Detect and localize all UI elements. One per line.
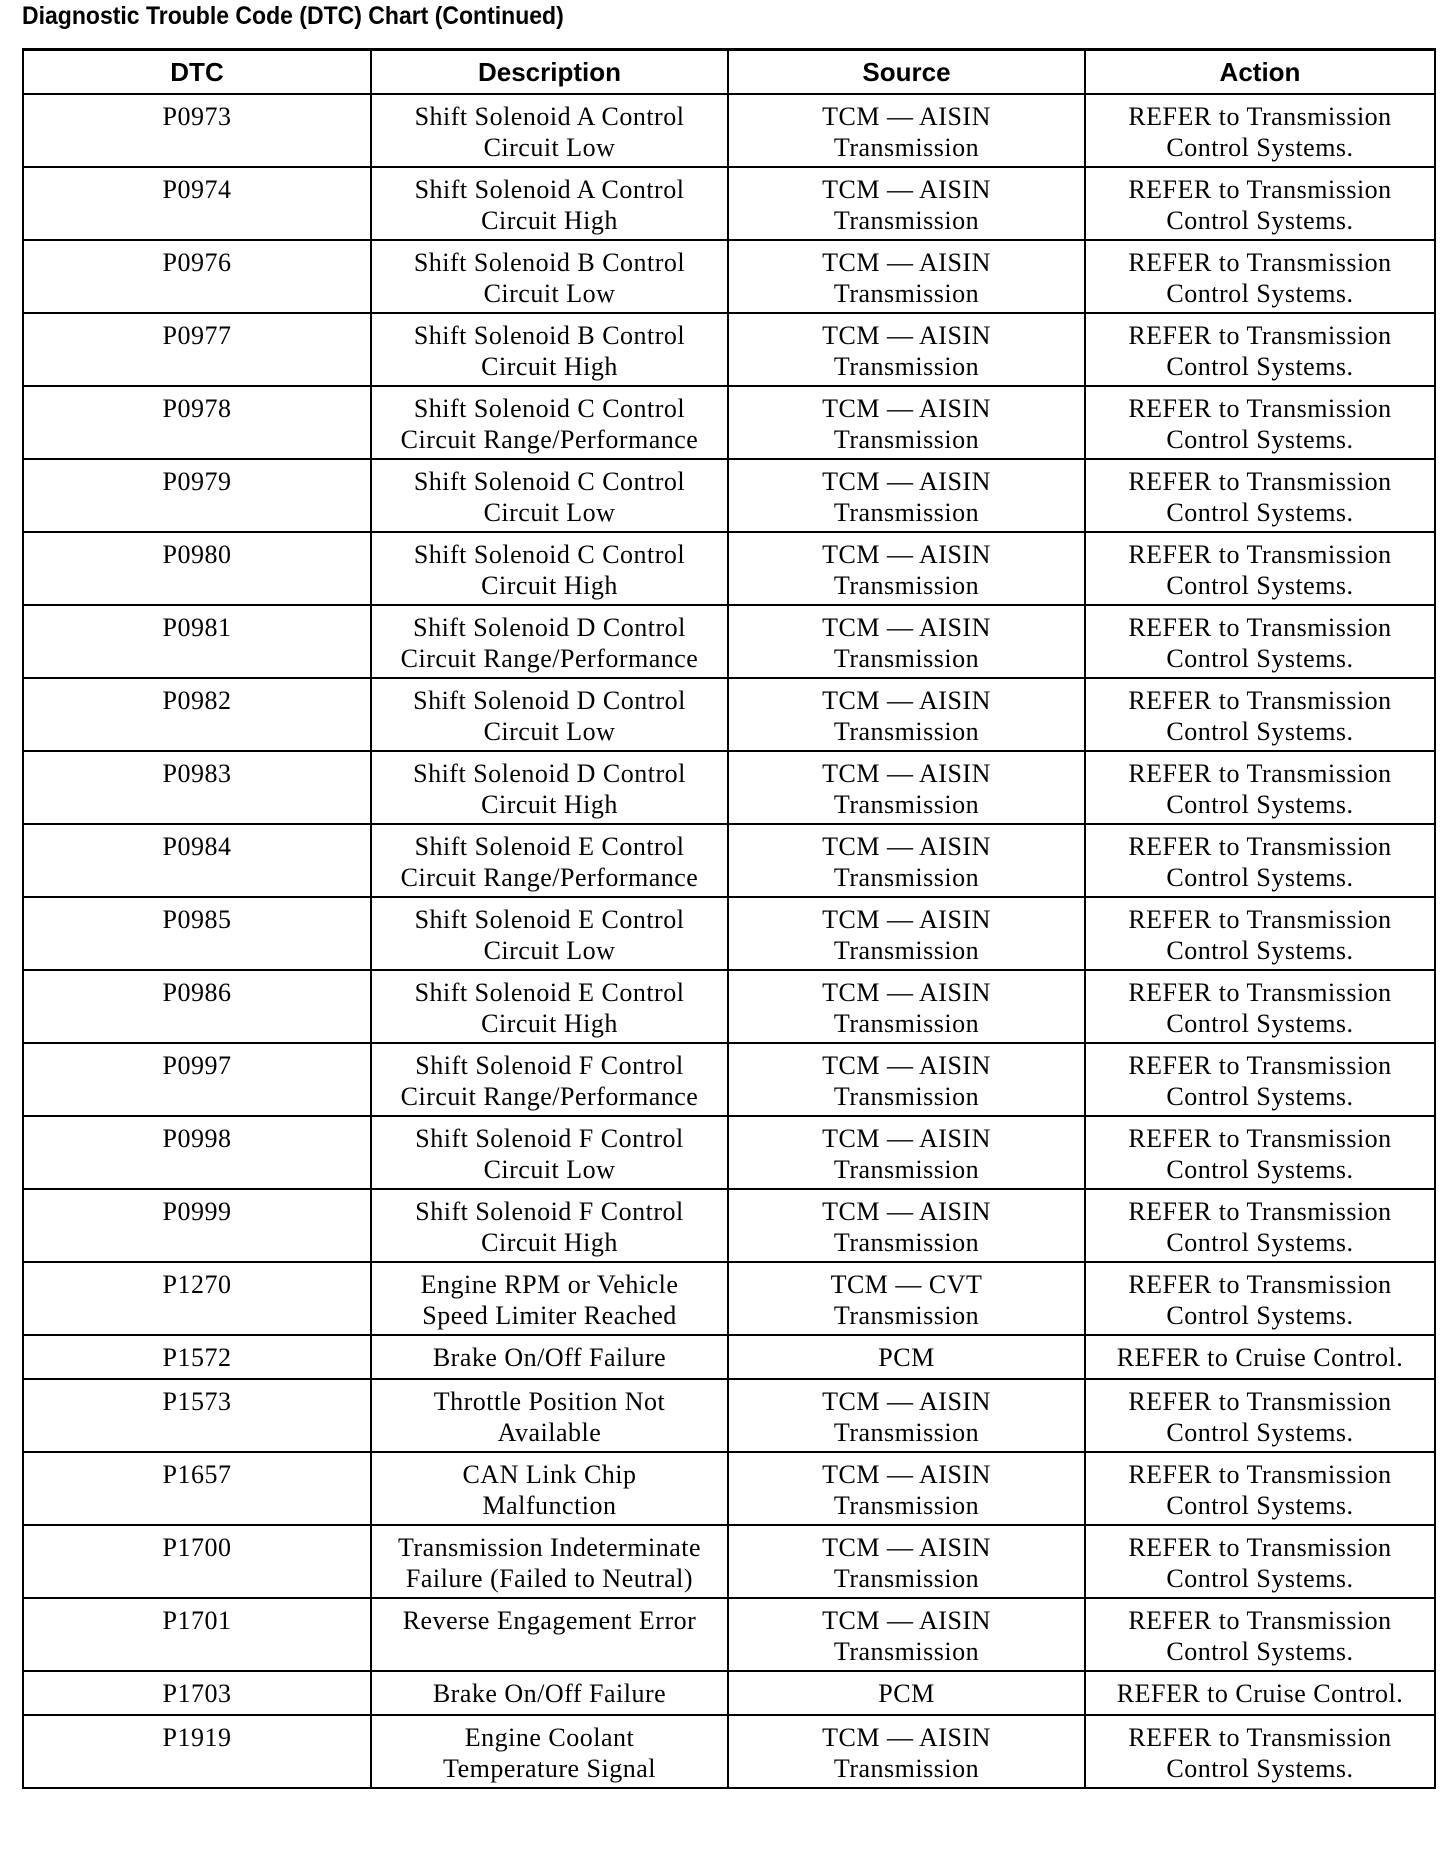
- dtc-action-line: Control Systems.: [1166, 790, 1354, 819]
- dtc-action-line: REFER to Transmission: [1128, 1723, 1392, 1752]
- dtc-source-line: Transmission: [833, 1491, 980, 1520]
- dtc-action-line: Control Systems.: [1166, 206, 1354, 235]
- dtc-action: [1085, 1262, 1435, 1335]
- dtc-source-line: TCM — AISIN: [822, 540, 991, 569]
- dtc-source-line: PCM: [878, 1343, 935, 1372]
- dtc-action-line: Control Systems.: [1166, 1301, 1354, 1330]
- dtc-code: P1270: [23, 1262, 371, 1335]
- dtc-description: [371, 1525, 728, 1598]
- dtc-action-line: REFER to Transmission: [1128, 102, 1392, 131]
- dtc-description-line: Circuit High: [481, 1009, 618, 1038]
- dtc-action-line: REFER to Transmission: [1128, 175, 1392, 204]
- dtc-code: P1657: [23, 1452, 371, 1525]
- dtc-code: P1701: [23, 1598, 371, 1671]
- dtc-action-line: REFER to Transmission: [1128, 1124, 1392, 1153]
- dtc-source-line: Transmission: [833, 1637, 980, 1666]
- dtc-description-line: Shift Solenoid F Control: [415, 1197, 684, 1226]
- table-row: [23, 94, 1435, 167]
- dtc-action: [1085, 1525, 1435, 1598]
- header-action: Action: [1085, 50, 1435, 95]
- table-row: [23, 1189, 1435, 1262]
- dtc-description-line: Shift Solenoid E Control: [414, 978, 685, 1007]
- dtc-description: [371, 824, 728, 897]
- dtc-code: P0976: [23, 240, 371, 313]
- dtc-description: [371, 1262, 728, 1335]
- dtc-action-line: Control Systems.: [1166, 498, 1354, 527]
- dtc-code: P0978: [23, 386, 371, 459]
- dtc-action-line: Control Systems.: [1166, 1564, 1354, 1593]
- dtc-code: P0973: [23, 94, 371, 167]
- dtc-source-line: Transmission: [833, 133, 980, 162]
- dtc-description-line: Circuit Low: [483, 936, 616, 965]
- dtc-source: [728, 1335, 1085, 1379]
- dtc-source-line: TCM — AISIN: [822, 1124, 991, 1153]
- dtc-source: [728, 1043, 1085, 1116]
- dtc-description-line: Circuit Range/Performance: [400, 863, 699, 892]
- table-row: [23, 1043, 1435, 1116]
- table-row: [23, 678, 1435, 751]
- dtc-source: [728, 240, 1085, 313]
- dtc-description-line: Shift Solenoid A Control: [414, 102, 685, 131]
- dtc-description-line: Circuit Low: [483, 498, 616, 527]
- dtc-source-line: Transmission: [833, 1301, 980, 1330]
- table-row: [23, 1598, 1435, 1671]
- dtc-source: [728, 970, 1085, 1043]
- table-row: [23, 532, 1435, 605]
- dtc-source-line: Transmission: [833, 498, 980, 527]
- dtc-action-line: Control Systems.: [1166, 425, 1354, 454]
- dtc-source-line: Transmission: [833, 863, 980, 892]
- dtc-source-line: TCM — AISIN: [822, 1460, 991, 1489]
- dtc-action-line: REFER to Transmission: [1128, 978, 1392, 1007]
- dtc-description-line: Shift Solenoid F Control: [415, 1124, 684, 1153]
- table-row: [23, 1262, 1435, 1335]
- dtc-action-line: Control Systems.: [1166, 279, 1354, 308]
- dtc-description: [371, 386, 728, 459]
- dtc-description-line: Engine RPM or Vehicle: [420, 1270, 679, 1299]
- dtc-action-line: Control Systems.: [1166, 133, 1354, 162]
- dtc-description: [371, 751, 728, 824]
- dtc-code: P0984: [23, 824, 371, 897]
- dtc-source-line: TCM — AISIN: [822, 832, 991, 861]
- table-row: [23, 167, 1435, 240]
- dtc-source: [728, 1525, 1085, 1598]
- dtc-description-line: CAN Link Chip: [462, 1460, 637, 1489]
- dtc-action-line: REFER to Cruise Control.: [1116, 1343, 1404, 1372]
- dtc-source: [728, 167, 1085, 240]
- dtc-action-line: REFER to Transmission: [1128, 467, 1392, 496]
- dtc-source-line: Transmission: [833, 1228, 980, 1257]
- dtc-description-line: Brake On/Off Failure: [432, 1343, 667, 1372]
- dtc-source: [728, 94, 1085, 167]
- dtc-action: [1085, 313, 1435, 386]
- dtc-code: P0983: [23, 751, 371, 824]
- dtc-action-line: Control Systems.: [1166, 1637, 1354, 1666]
- dtc-code: P0998: [23, 1116, 371, 1189]
- dtc-description-line: Shift Solenoid C Control: [413, 394, 686, 423]
- dtc-source-line: TCM — AISIN: [822, 1387, 991, 1416]
- dtc-action-line: REFER to Transmission: [1128, 1051, 1392, 1080]
- dtc-description: [371, 1715, 728, 1788]
- table-row: [23, 1379, 1435, 1452]
- dtc-action: [1085, 1189, 1435, 1262]
- dtc-code: P1703: [23, 1671, 371, 1715]
- dtc-description-line: Shift Solenoid B Control: [413, 248, 686, 277]
- dtc-source: [728, 1262, 1085, 1335]
- dtc-source: [728, 1452, 1085, 1525]
- dtc-source-line: TCM — AISIN: [822, 978, 991, 1007]
- dtc-action-line: REFER to Transmission: [1128, 905, 1392, 934]
- dtc-action: [1085, 1335, 1435, 1379]
- dtc-action: [1085, 94, 1435, 167]
- dtc-code: P1573: [23, 1379, 371, 1452]
- dtc-action-line: Control Systems.: [1166, 571, 1354, 600]
- table-row: [23, 240, 1435, 313]
- dtc-action-line: REFER to Transmission: [1128, 248, 1392, 277]
- dtc-source-line: Transmission: [833, 425, 980, 454]
- dtc-description-line: Circuit High: [481, 352, 618, 381]
- dtc-source-line: Transmission: [833, 717, 980, 746]
- dtc-source-line: Transmission: [833, 571, 980, 600]
- dtc-action: [1085, 1116, 1435, 1189]
- dtc-action-line: REFER to Transmission: [1128, 1197, 1392, 1226]
- dtc-source: [728, 1598, 1085, 1671]
- dtc-action-line: Control Systems.: [1166, 936, 1354, 965]
- dtc-action: [1085, 1671, 1435, 1715]
- dtc-description-line: Shift Solenoid B Control: [413, 321, 686, 350]
- table-row: [23, 824, 1435, 897]
- dtc-code: P0986: [23, 970, 371, 1043]
- dtc-source-line: TCM — AISIN: [822, 686, 991, 715]
- header-source: Source: [728, 50, 1085, 95]
- dtc-source-line: TCM — AISIN: [822, 1723, 991, 1752]
- dtc-source-line: Transmission: [833, 279, 980, 308]
- dtc-action-line: Control Systems.: [1166, 644, 1354, 673]
- dtc-source-line: Transmission: [833, 790, 980, 819]
- dtc-description: [371, 1671, 728, 1715]
- dtc-source-line: TCM — CVT: [830, 1270, 983, 1299]
- dtc-source-line: Transmission: [833, 1082, 980, 1111]
- dtc-action-line: REFER to Transmission: [1128, 613, 1392, 642]
- dtc-description: [371, 532, 728, 605]
- dtc-action-line: REFER to Transmission: [1128, 1460, 1392, 1489]
- table-row: [23, 386, 1435, 459]
- table-row: [23, 970, 1435, 1043]
- dtc-action: [1085, 678, 1435, 751]
- dtc-action: [1085, 386, 1435, 459]
- dtc-action-line: REFER to Transmission: [1128, 686, 1392, 715]
- dtc-source-line: TCM — AISIN: [822, 248, 991, 277]
- dtc-action-line: REFER to Transmission: [1128, 321, 1392, 350]
- dtc-action-line: REFER to Transmission: [1128, 1387, 1392, 1416]
- dtc-description-line: Circuit Low: [483, 1155, 616, 1184]
- dtc-source: [728, 459, 1085, 532]
- dtc-description: [371, 1598, 728, 1671]
- dtc-source-line: PCM: [878, 1679, 935, 1708]
- dtc-description-line: Circuit Range/Performance: [400, 425, 699, 454]
- dtc-source: [728, 897, 1085, 970]
- dtc-action-line: REFER to Transmission: [1128, 1606, 1392, 1635]
- dtc-action-line: REFER to Transmission: [1128, 394, 1392, 423]
- dtc-action-line: REFER to Transmission: [1128, 540, 1392, 569]
- dtc-source: [728, 1189, 1085, 1262]
- dtc-code: P0979: [23, 459, 371, 532]
- dtc-description-line: Brake On/Off Failure: [432, 1679, 667, 1708]
- dtc-source: [728, 678, 1085, 751]
- dtc-source: [728, 532, 1085, 605]
- dtc-description-line: Available: [497, 1418, 602, 1447]
- dtc-code: P1919: [23, 1715, 371, 1788]
- dtc-action: [1085, 167, 1435, 240]
- dtc-code: P1700: [23, 1525, 371, 1598]
- dtc-action-line: Control Systems.: [1166, 1491, 1354, 1520]
- dtc-description-line: Malfunction: [482, 1491, 617, 1520]
- dtc-action: [1085, 897, 1435, 970]
- dtc-source-line: Transmission: [833, 352, 980, 381]
- dtc-source-line: TCM — AISIN: [822, 1051, 991, 1080]
- dtc-action-line: Control Systems.: [1166, 863, 1354, 892]
- dtc-action-line: Control Systems.: [1166, 1082, 1354, 1111]
- dtc-source-line: TCM — AISIN: [822, 102, 991, 131]
- dtc-action-line: Control Systems.: [1166, 717, 1354, 746]
- dtc-description: [371, 459, 728, 532]
- dtc-source-line: Transmission: [833, 1155, 980, 1184]
- dtc-description-line: Circuit Low: [483, 717, 616, 746]
- dtc-code: P0999: [23, 1189, 371, 1262]
- dtc-action: [1085, 1598, 1435, 1671]
- dtc-description-line: Circuit High: [481, 790, 618, 819]
- dtc-source: [728, 313, 1085, 386]
- dtc-action-line: Control Systems.: [1166, 1418, 1354, 1447]
- dtc-description: [371, 1379, 728, 1452]
- table-row: [23, 1525, 1435, 1598]
- dtc-source-line: TCM — AISIN: [822, 321, 991, 350]
- dtc-source-line: TCM — AISIN: [822, 467, 991, 496]
- dtc-source-line: Transmission: [833, 1564, 980, 1593]
- dtc-description-line: Speed Limiter Reached: [422, 1301, 677, 1330]
- table-header-row: [23, 50, 1435, 95]
- dtc-action: [1085, 1379, 1435, 1452]
- dtc-source-line: TCM — AISIN: [822, 175, 991, 204]
- dtc-action: [1085, 1452, 1435, 1525]
- dtc-action-line: REFER to Transmission: [1128, 759, 1392, 788]
- dtc-description-line: Reverse Engagement Error: [402, 1606, 697, 1635]
- dtc-source-line: TCM — AISIN: [822, 1197, 991, 1226]
- dtc-description: [371, 167, 728, 240]
- dtc-code: P0985: [23, 897, 371, 970]
- table-row: [23, 1116, 1435, 1189]
- dtc-source: [728, 1379, 1085, 1452]
- dtc-description-line: Shift Solenoid D Control: [413, 759, 686, 788]
- dtc-description-line: Shift Solenoid A Control: [414, 175, 685, 204]
- dtc-description-line: Circuit Range/Performance: [400, 644, 699, 673]
- dtc-description: [371, 94, 728, 167]
- dtc-action: [1085, 459, 1435, 532]
- dtc-description-line: Shift Solenoid E Control: [414, 832, 685, 861]
- dtc-code: P0980: [23, 532, 371, 605]
- dtc-action: [1085, 1715, 1435, 1788]
- dtc-description-line: Temperature Signal: [443, 1754, 656, 1783]
- dtc-action-line: Control Systems.: [1166, 352, 1354, 381]
- header-description: Description: [371, 50, 728, 95]
- dtc-code: P0974: [23, 167, 371, 240]
- dtc-source: [728, 386, 1085, 459]
- dtc-description: [371, 1452, 728, 1525]
- dtc-source: [728, 1715, 1085, 1788]
- dtc-description: [371, 897, 728, 970]
- dtc-description-line: Circuit High: [481, 571, 618, 600]
- dtc-description-line: Shift Solenoid F Control: [415, 1051, 684, 1080]
- dtc-action-line: REFER to Transmission: [1128, 1533, 1392, 1562]
- dtc-action: [1085, 970, 1435, 1043]
- dtc-action: [1085, 751, 1435, 824]
- dtc-code: P0977: [23, 313, 371, 386]
- dtc-description: [371, 1189, 728, 1262]
- dtc-action-line: REFER to Cruise Control.: [1116, 1679, 1404, 1708]
- dtc-action: [1085, 1043, 1435, 1116]
- dtc-source: [728, 751, 1085, 824]
- dtc-action: [1085, 240, 1435, 313]
- table-row: [23, 1452, 1435, 1525]
- dtc-source-line: Transmission: [833, 644, 980, 673]
- dtc-description-line: Shift Solenoid D Control: [413, 686, 686, 715]
- dtc-source: [728, 824, 1085, 897]
- page-title: Diagnostic Trouble Code (DTC) Chart (Continued): [22, 2, 564, 30]
- dtc-description-line: Circuit High: [481, 206, 618, 235]
- dtc-source-line: Transmission: [833, 936, 980, 965]
- dtc-description-line: Shift Solenoid C Control: [413, 540, 686, 569]
- dtc-description-line: Circuit Low: [483, 133, 616, 162]
- dtc-code: P0982: [23, 678, 371, 751]
- dtc-source: [728, 1116, 1085, 1189]
- dtc-action: [1085, 605, 1435, 678]
- dtc-source: [728, 1671, 1085, 1715]
- dtc-action-line: Control Systems.: [1166, 1155, 1354, 1184]
- dtc-source-line: TCM — AISIN: [822, 394, 991, 423]
- dtc-description: [371, 1043, 728, 1116]
- dtc-action-line: Control Systems.: [1166, 1754, 1354, 1783]
- dtc-source-line: TCM — AISIN: [822, 759, 991, 788]
- dtc-action-line: Control Systems.: [1166, 1228, 1354, 1257]
- dtc-description-line: Shift Solenoid E Control: [414, 905, 685, 934]
- dtc-table: [22, 48, 1436, 1789]
- table-row: [23, 605, 1435, 678]
- dtc-action: [1085, 824, 1435, 897]
- table-row: [23, 1671, 1435, 1715]
- dtc-description: [371, 240, 728, 313]
- dtc-description-line: Shift Solenoid D Control: [413, 613, 686, 642]
- dtc-description-line: Failure (Failed to Neutral): [405, 1564, 694, 1593]
- table-row: [23, 897, 1435, 970]
- dtc-description: [371, 1116, 728, 1189]
- dtc-source-line: TCM — AISIN: [822, 1606, 991, 1635]
- dtc-action-line: Control Systems.: [1166, 1009, 1354, 1038]
- table-row: [23, 313, 1435, 386]
- dtc-code: P1572: [23, 1335, 371, 1379]
- dtc-description-line: Shift Solenoid C Control: [413, 467, 686, 496]
- dtc-description-line: Transmission Indeterminate: [397, 1533, 702, 1562]
- dtc-description-line: Circuit Range/Performance: [400, 1082, 699, 1111]
- dtc-description: [371, 313, 728, 386]
- dtc-description: [371, 678, 728, 751]
- table-row: [23, 459, 1435, 532]
- header-dtc: DTC: [23, 50, 371, 95]
- dtc-description: [371, 970, 728, 1043]
- dtc-action-line: REFER to Transmission: [1128, 832, 1392, 861]
- dtc-source-line: TCM — AISIN: [822, 905, 991, 934]
- table-row: [23, 1715, 1435, 1788]
- dtc-code: P0981: [23, 605, 371, 678]
- dtc-source-line: Transmission: [833, 1009, 980, 1038]
- dtc-source-line: Transmission: [833, 1418, 980, 1447]
- dtc-source-line: TCM — AISIN: [822, 613, 991, 642]
- dtc-description: [371, 1335, 728, 1379]
- dtc-code: P0997: [23, 1043, 371, 1116]
- dtc-source: [728, 605, 1085, 678]
- dtc-description: [371, 605, 728, 678]
- dtc-source-line: Transmission: [833, 1754, 980, 1783]
- dtc-description-line: Circuit High: [481, 1228, 618, 1257]
- dtc-action-line: REFER to Transmission: [1128, 1270, 1392, 1299]
- dtc-description-line: Circuit Low: [483, 279, 616, 308]
- dtc-description-line: Engine Coolant: [464, 1723, 635, 1752]
- dtc-description-line: Throttle Position Not: [433, 1387, 666, 1416]
- table-row: [23, 1335, 1435, 1379]
- dtc-source-line: TCM — AISIN: [822, 1533, 991, 1562]
- dtc-source-line: Transmission: [833, 206, 980, 235]
- dtc-action: [1085, 532, 1435, 605]
- table-row: [23, 751, 1435, 824]
